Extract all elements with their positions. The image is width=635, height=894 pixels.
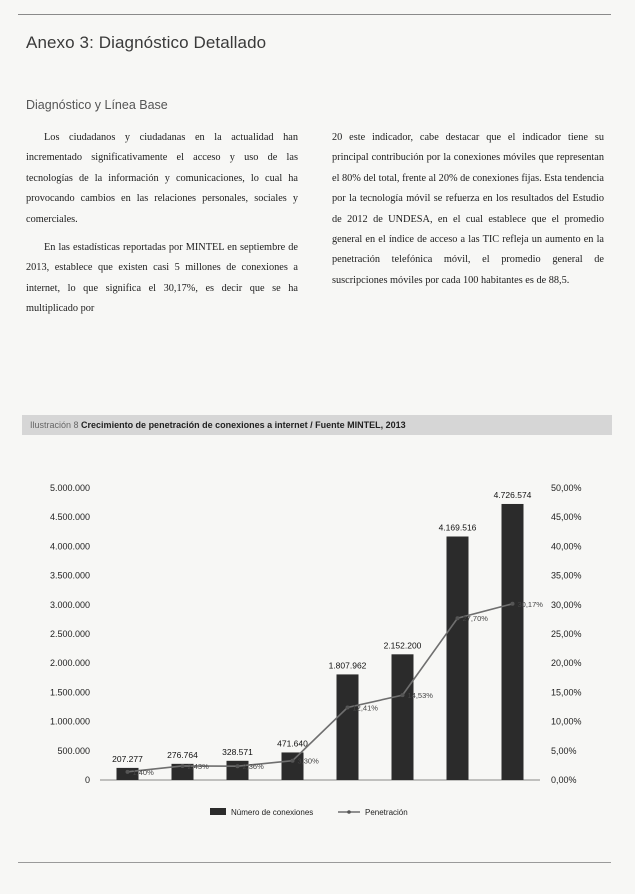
line-value-label: 2,43% xyxy=(187,761,209,771)
bar-value-label: 207.277 xyxy=(112,753,143,764)
y-right-tick-label: 30,00% xyxy=(551,599,582,610)
y-left-tick-label: 4.500.000 xyxy=(49,512,90,523)
right-column xyxy=(332,128,604,299)
line-point xyxy=(401,693,405,697)
bottom-rule xyxy=(18,862,611,863)
bar-value-label: 276.764 xyxy=(167,749,198,760)
section-title: Diagnóstico y Línea Base xyxy=(26,98,168,112)
bar-value-label: 4.726.574 xyxy=(493,489,532,500)
y-right-tick-label: 40,00% xyxy=(551,541,582,552)
legend-label-bar: Número de conexiones xyxy=(231,808,314,817)
line-value-label: 2,36% xyxy=(242,762,264,772)
line-point xyxy=(291,759,295,763)
line-point xyxy=(236,764,240,768)
figure-label: Ilustración 8 xyxy=(30,420,79,430)
y-right-tick-label: 5,00% xyxy=(551,745,577,756)
bar-value-label: 2.152.200 xyxy=(383,640,422,651)
y-left-tick-label: 3.500.000 xyxy=(49,570,90,581)
y-left-tick-label: 2.500.000 xyxy=(49,629,90,639)
bar xyxy=(502,504,524,780)
bar-value-label: 4.169.516 xyxy=(438,522,477,533)
y-right-tick-label: 50,00% xyxy=(551,483,582,493)
bar-value-label: 1.807.962 xyxy=(328,660,367,671)
bar-value-label: 471.640 xyxy=(277,738,308,749)
line-value-label: 14,53% xyxy=(407,691,433,701)
y-right-tick-label: 25,00% xyxy=(551,629,582,639)
legend-swatch-bar xyxy=(210,808,226,815)
bar xyxy=(447,537,469,780)
line-point xyxy=(456,616,460,620)
paragraph: En las estadísticas reportadas por MINTEL en septiembre de 2013, establece que existen casi 5 millones de conexiones a internet, lo que significa el 30,17%, es decir que se ha multiplicado por xyxy=(26,242,298,315)
paragraph: 20 este indicador, cabe destacar que el indicador tiene su principal contribución por la conexiones móviles que representan el 80% del total, frente al 20% de conexiones fijas. Esta tendencia por la tecnología móvil se refuerza en los resultados del Estudio de 2012 de UNDESA, en el cual establece que el promedio general en el índice de acceso a las TIC refleja un aumento en la penetración telefónica móvil, el promedio general de suscripciones móviles por cada 100 habitantes es de 88,5. xyxy=(332,132,604,286)
line-value-label: 30,17% xyxy=(517,599,543,609)
y-right-tick-label: 45,00% xyxy=(551,512,582,523)
y-right-tick-label: 10,00% xyxy=(551,716,582,727)
figure-caption-bar xyxy=(22,415,612,435)
bar xyxy=(337,674,359,780)
line-value-label: 12,41% xyxy=(352,703,378,713)
y-right-tick-label: 20,00% xyxy=(551,658,582,669)
line-value-label: 3,30% xyxy=(297,756,319,766)
legend-label-line: Penetración xyxy=(365,808,408,817)
line-point xyxy=(126,770,130,774)
y-left-tick-label: 0 xyxy=(84,775,90,785)
line-value-label: 1,40% xyxy=(132,767,154,777)
y-left-tick-label: 5.000.000 xyxy=(49,483,90,493)
line-point xyxy=(181,764,185,768)
line-point xyxy=(511,602,515,606)
figure-caption: Crecimiento de penetración de conexiones a internet / Fuente MINTEL, 2013 xyxy=(81,420,406,430)
left-column xyxy=(26,128,298,328)
y-right-tick-label: 15,00% xyxy=(551,687,582,698)
bar-value-label: 328.571 xyxy=(222,746,253,757)
top-rule xyxy=(18,14,611,15)
paragraph: Los ciudadanos y ciudadanas en la actualidad han incrementado significativamente el acceso y uso de las tecnologías de la información y comunicaciones, lo cual ha provocando cambios en las relaciones personales, sociales y comerciales. xyxy=(26,132,298,225)
y-left-tick-label: 3.000.000 xyxy=(49,599,90,610)
legend-marker-line xyxy=(347,810,351,814)
y-left-tick-label: 4.000.000 xyxy=(49,541,90,552)
y-right-tick-label: 35,00% xyxy=(551,570,582,581)
y-left-tick-label: 500.000 xyxy=(57,745,90,756)
line-point xyxy=(346,706,350,710)
line-value-label: 27,70% xyxy=(462,614,488,624)
connections-chart xyxy=(0,460,635,840)
y-right-tick-label: 0,00% xyxy=(551,775,577,785)
y-left-tick-label: 1.000.000 xyxy=(49,716,90,727)
page-title: Anexo 3: Diagnóstico Detallado xyxy=(26,33,267,52)
y-left-tick-label: 2.000.000 xyxy=(49,658,90,669)
bar xyxy=(392,654,414,780)
y-left-tick-label: 1.500.000 xyxy=(49,687,90,698)
